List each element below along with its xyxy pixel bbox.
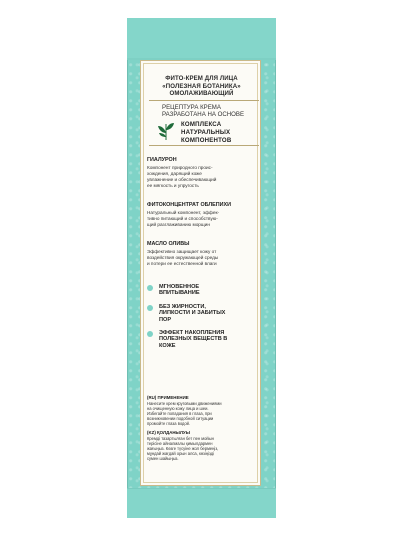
benefit-line: ЭФФЕКТ НАКОПЛЕНИЯ: [159, 330, 225, 336]
bullet-dot: [147, 285, 153, 291]
divider: [149, 100, 259, 101]
top-flap: [127, 18, 276, 60]
usage-ru-heading: (RU) ПРИМЕНЕНИЕ: [147, 395, 189, 400]
label-panel: [140, 60, 261, 486]
usage-line: терісіне айналмалы қимылдармен: [147, 441, 213, 447]
leaf-icon: [155, 121, 177, 141]
usage-line: жағыңыз. Көзге түсуіне жол бермеңіз,: [147, 446, 219, 452]
bullet-dot: [147, 305, 153, 311]
section-heading: МАСЛО ОЛИВЫ: [147, 241, 190, 247]
usage-line: на очищенную кожу лица и шеи.: [147, 406, 209, 412]
usage-line: Избегайте попадания в глаза, при: [147, 411, 212, 417]
usage-line: мұндай жағдай орын алса, көзіңізді: [147, 451, 215, 457]
section-line: щий разглаживанию морщин: [147, 222, 210, 227]
complex-line: КОМПОНЕНТОВ: [181, 136, 232, 144]
product-title-line: ОМОЛАЖИВАЮЩИЙ: [169, 90, 234, 98]
section-line: тивно питающий и способствую-: [147, 216, 218, 221]
section-line: и потери ее естественной влаги: [147, 261, 217, 266]
section-line: хождения, дарящий коже: [147, 171, 202, 176]
usage-kz-text: [147, 436, 255, 461]
recipe-text: [162, 104, 244, 119]
complex-text: [181, 121, 231, 144]
product-title-line: ФИТО-КРЕМ ДЛЯ ЛИЦА: [165, 75, 238, 82]
section-line: увлажнение и обеспечивающий: [147, 177, 217, 182]
usage-line: Кремді тазартылған бет пен мойын: [147, 436, 214, 441]
benefit-line: ПОР: [159, 316, 172, 323]
bottom-flap: [127, 488, 276, 518]
benefit-line: ПОЛЕЗНЫХ ВЕЩЕСТВ В: [159, 336, 228, 343]
benefit-item: [159, 284, 257, 297]
section-line: воздействия окружающей среды: [147, 255, 219, 260]
usage-ru-text: [147, 401, 255, 426]
recipe-line: РАЗРАБОТАНА НА ОСНОВЕ: [162, 111, 245, 119]
section-heading: ГИАЛУРОН: [147, 157, 177, 163]
section-line: Эффективно защищает кожу от: [147, 249, 217, 254]
usage-line: Нанесите крем круговыми движениями: [147, 401, 222, 406]
section-text: [147, 165, 257, 189]
benefit-line: ЛИПКОСТИ И ЗАБИТЫХ: [159, 310, 226, 317]
section-line: ее мягкость и упругость: [147, 183, 199, 188]
complex-line: КОМПЛЕКСА: [181, 121, 222, 128]
recipe-line: РЕЦЕПТУРА КРЕМА: [162, 104, 221, 111]
section-text: [147, 249, 257, 267]
product-title: [141, 75, 262, 98]
benefit-item: [159, 304, 257, 323]
section-text: [147, 210, 257, 228]
benefit-line: БЕЗ ЖИРНОСТИ,: [159, 304, 206, 310]
usage-line: промойте глаза водой.: [147, 421, 191, 427]
benefit-item: [159, 330, 257, 349]
divider: [149, 145, 259, 146]
section-heading: ФИТОКОНЦЕНТРАТ ОБЛЕПИХИ: [147, 202, 231, 208]
benefit-line: КОЖЕ: [159, 342, 176, 349]
bullet-dot: [147, 331, 153, 337]
section-line: Натуральный компонент, эффек-: [147, 210, 220, 215]
usage-line: сумен шайыңыз.: [147, 456, 179, 462]
product-title-line: «ПОЛЕЗНАЯ БОТАНИКА»: [162, 82, 241, 90]
usage-kz-heading: (KZ) ҚОЛДАНЫЛУЫ: [147, 430, 190, 435]
benefit-line: ВПИТЫВАНИЕ: [159, 290, 200, 297]
complex-line: НАТУРАЛЬНЫХ: [181, 128, 231, 136]
usage-line: возникновении подобной ситуации: [147, 416, 214, 422]
section-line: Компонент природного проис-: [147, 165, 213, 170]
benefit-line: МГНОВЕННОЕ: [159, 284, 200, 290]
